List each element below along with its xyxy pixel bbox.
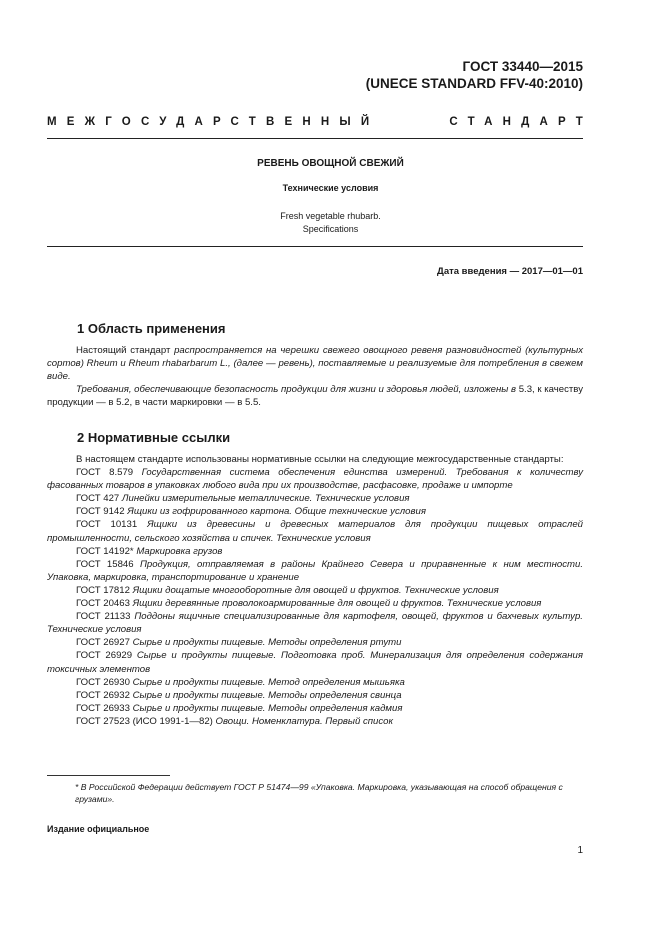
english-title [0, 210, 661, 236]
section-1-paragraph-2: Требования, обеспечивающие безопасность продукции для жизни и здоровья людей, изложены в 5.3, к качеству продукции — в 5.2, в части маркировки — в 5.5. [47, 384, 583, 409]
introduction-date: Дата введения — 2017—01—01 [437, 266, 583, 277]
interstate-word: МЕЖГОСУДАРСТВЕННЫЙ [47, 116, 380, 128]
reference-item: ГОСТ 26932 Сырье и продукты пищевые. Методы определения свинца [76, 689, 402, 701]
standard-number-block [366, 58, 583, 92]
reference-item: ГОСТ 8.579 Государственная система обеспечения единства измерений. Требования к количеству фасованных товаров в упаковках любого вида при их производстве, расфасовке, продаже и импорте [47, 467, 583, 492]
section-1-body [47, 344, 583, 409]
section-2-heading: 2 Нормативные ссылки [77, 430, 231, 445]
title-divider [47, 246, 583, 247]
reference-item: ГОСТ 27523 (ИСО 1991-1—82) Овощи. Номенклатура. Первый список [76, 715, 394, 727]
document-title: РЕВЕНЬ ОВОЩНОЙ СВЕЖИЙ [257, 158, 404, 169]
reference-item: ГОСТ 26933 Сырье и продукты пищевые. Методы определения кадмия [76, 702, 403, 714]
reference-item: ГОСТ 17812 Ящики дощатые многооборотные для овощей и фруктов. Технические условия [76, 584, 499, 596]
reference-item: ГОСТ 427 Линейки измерительные металлические. Технические условия [76, 493, 410, 505]
standard-number: ГОСТ 33440—2015 [462, 59, 583, 74]
english-title-line1: Fresh vegetable rhubarb. [280, 211, 381, 221]
page-number: 1 [577, 845, 583, 856]
reference-item: ГОСТ 20463 Ящики деревянные проволокоармированные для овощей и фруктов. Технические условия [76, 598, 542, 610]
footnote-divider [47, 775, 170, 776]
section-1-paragraph-1: Настоящий стандарт распространяется на черешки свежего овощного ревеня разновидностей (культурных сортов) Rheum и Rheum rhabarbarum L., (далее — ревень), поставляемые и реализуемые для потребления в свежем виде. [47, 345, 583, 383]
reference-item: ГОСТ 15846 Продукция, отправляемая в районы Крайнего Севера и приравненные к ним местности. Упаковка, маркировка, транспортирование и хранение [47, 558, 584, 583]
footnote: * В Российской Федерации действует ГОСТ Р 51474—99 «Упаковка. Маркировка, указывающая на способ обращения с грузами». [75, 782, 563, 804]
section-1-heading: 1 Область применения [77, 321, 226, 336]
section-2-body [47, 453, 583, 728]
reference-item: ГОСТ 9142 Ящики из гофрированного картона. Общие технические условия [76, 506, 426, 518]
reference-item: ГОСТ 10131 Ящики из древесины и древесных материалов для продукции пищевых отраслей промышленности, сельского хозяйства и спичек. Технические условия [47, 519, 584, 544]
reference-item: ГОСТ 26927 Сырье и продукты пищевые. Методы определения ртути [76, 637, 402, 649]
reference-item: ГОСТ 14192* Маркировка грузов [76, 545, 223, 557]
english-title-line2: Specifications [302, 224, 359, 234]
interstate-standard-banner [47, 116, 593, 128]
reference-item: ГОСТ 26930 Сырье и продукты пищевые. Метод определения мышьяка [76, 676, 405, 688]
reference-item: ГОСТ 21133 Поддоны ящичные специализированные для картофеля, овощей, фруктов и бахчевых культур. Технические условия [47, 611, 583, 636]
unece-standard: (UNECE STANDARD FFV-40:2010) [365, 76, 583, 91]
top-divider [47, 138, 583, 139]
document-subtitle: Технические условия [282, 183, 379, 193]
official-edition-label: Издание официальное [47, 824, 150, 834]
standard-word: СТАНДАРТ [449, 116, 593, 128]
reference-item: ГОСТ 26929 Сырье и продукты пищевые. Подготовка проб. Минерализация для определения содержания токсичных элементов [47, 650, 584, 675]
section-2-intro: В настоящем стандарте использованы нормативные ссылки на следующие межгосударственные стандарты: [76, 454, 564, 465]
